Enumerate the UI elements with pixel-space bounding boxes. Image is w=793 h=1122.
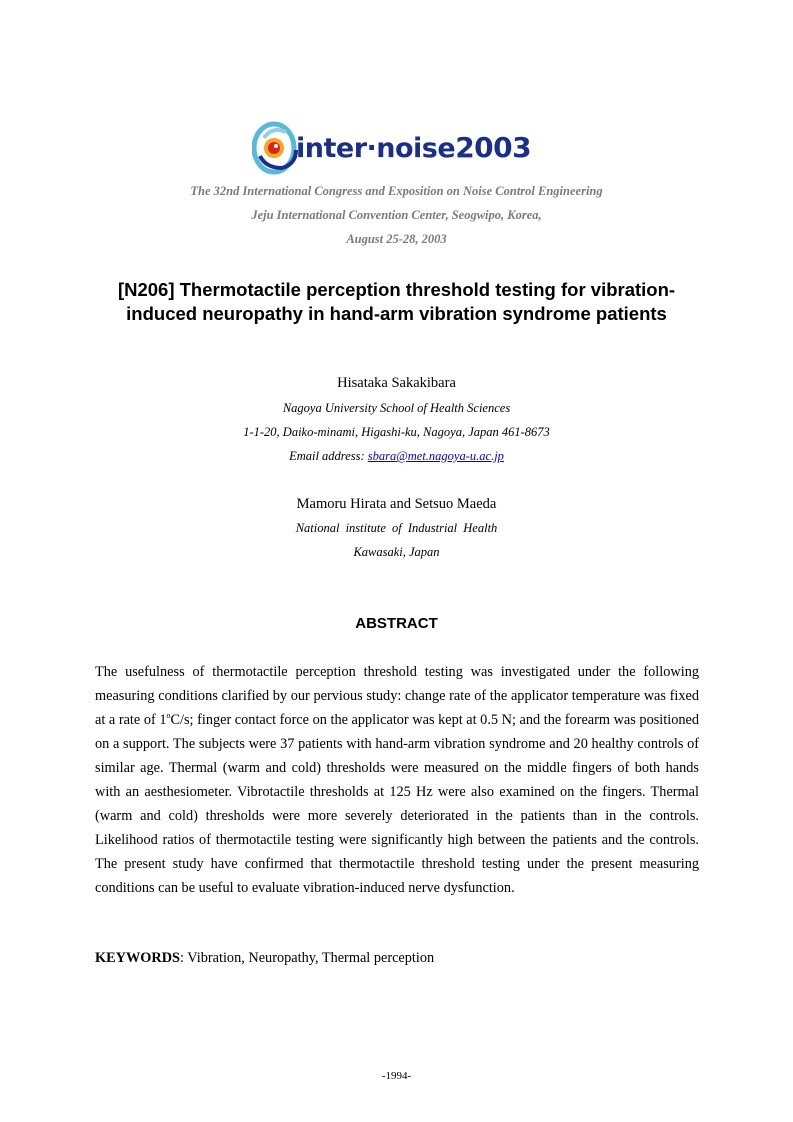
keywords-line: KEYWORDS: Vibration, Neuropathy, Thermal perception [95,950,435,966]
email-link[interactable]: sbara@met.nagoya-u.ac.jp [367,449,504,463]
author-1-name: Hisataka Sakakibara [337,375,456,391]
paper-title: [N206] Thermotactile perception threshold testing for vibration-induced neuropathy in hand-arm vibration syndrome patients [117,279,676,324]
author-2-affiliation: National institute of Industrial Health [295,521,498,535]
logo-wordmark: inter·noise2003 [296,131,532,164]
author-2-names: Mamoru Hirata and Setsuo Maeda [296,496,497,512]
conference-date: August 25-28, 2003 [346,232,447,246]
keywords-label: KEYWORDS [95,950,180,966]
conference-venue: Jeju International Convention Center, Seogwipo, Korea, [251,208,542,222]
author-2-location: Kawasaki, Japan [353,545,440,559]
conference-name: The 32nd International Congress and Exposition on Noise Control Engineering [190,184,603,198]
abstract-text: The usefulness of thermotactile perception threshold testing was investigated under the following measuring conditions clarified by our pervious study: change rate of the applicator temperature was fixed at a rate of 1$^o$C/s; finger contact force on the applicator was kept at 0.5 N; and the forearm was positioned on a support. The subjects were 37 patients with hand-arm vibration syndrome and 20 healthy controls of similar age. Thermal (warm and cold) thresholds were measured on the middle fingers of both hands with an aesthesiometer. Vibrotactile thresholds at 125 Hz were also examined on the fingers. Thermal (warm and cold) thresholds were more severely deteriorated in the patients than in the controls. Likelihood ratios of thermotactile testing were significantly high between the patients and the controls. The present study have confirmed that thermotactile threshold testing under the present measuring conditions can be useful to evaluate vibration-induced nerve dysfunction. [95,664,699,896]
swirl-logo-icon [252,118,302,178]
keywords-values: Vibration, Neuropathy, Thermal perception [187,950,435,966]
conference-logo [252,118,542,178]
author-1-affiliation: Nagoya University School of Health Sciences [282,401,511,415]
page-number: -1994- [381,1070,412,1082]
author-1-address: 1-1-20, Daiko-minami, Higashi-ku, Nagoya, Japan 461-8673 [243,425,550,439]
abstract-heading: ABSTRACT [355,615,438,632]
degree-symbol: o [166,711,171,720]
author-1-email-line [0,449,793,464]
email-label: Email address: [289,449,368,463]
